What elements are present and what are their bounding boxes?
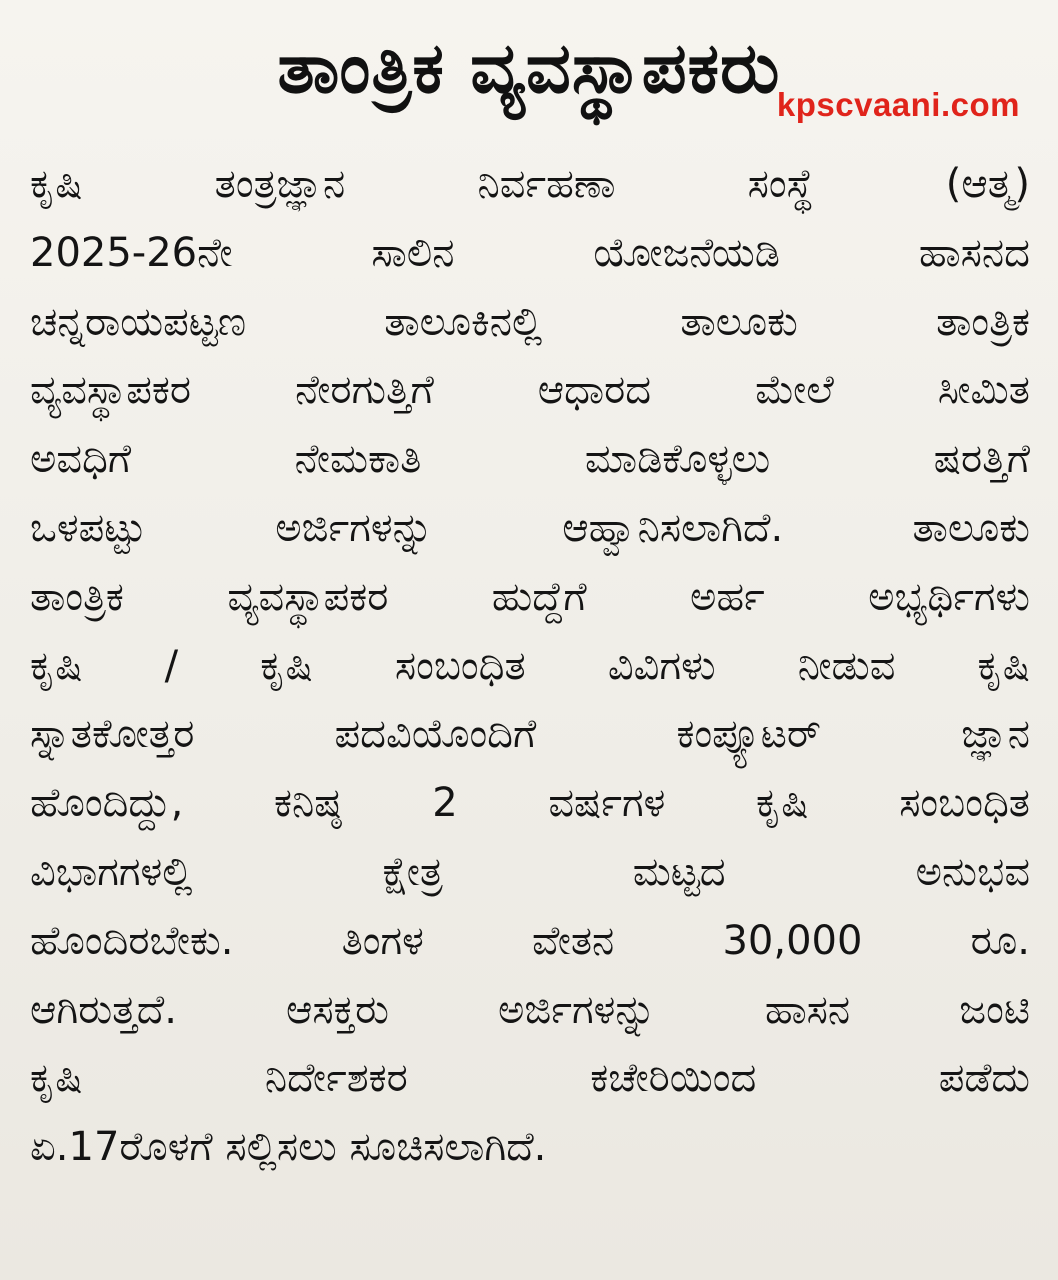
body-line: ಕೃಷಿ ತಂತ್ರಜ್ಞಾನ ನಿರ್ವಹಣಾ ಸಂಸ್ಥೆ (ಆತ್ಮ)	[30, 161, 1030, 207]
body-line: ಹೊಂದಿದ್ದು, ಕನಿಷ್ಠ 2 ವರ್ಷಗಳ ಕೃಷಿ ಸಂಬಂಧಿತ	[30, 780, 1030, 827]
body-line: 2025-26ನೇ ಸಾಲಿನ ಯೋಜನೆಯಡಿ ಹಾಸನದ	[30, 229, 1030, 276]
headline: ತಾಂತ್ರಿಕ ವ್ಯವಸ್ಥಾಪಕರು	[277, 27, 781, 109]
body-line: ವಿಭಾಗಗಳಲ್ಲಿ ಕ್ಷೇತ್ರ ಮಟ್ಟದ ಅನುಭವ	[30, 848, 1030, 895]
body-line: ಚನ್ನರಾಯಪಟ್ಟಣ ತಾಲೂಕಿನಲ್ಲಿ ತಾಲೂಕು ತಾಂತ್ರಿಕ	[30, 298, 1030, 345]
watermark: kpscvaani.com	[776, 86, 1020, 123]
body-line: ತಾಂತ್ರಿಕ ವ್ಯವಸ್ಥಾಪಕರ ಹುದ್ದೆಗೆ ಅರ್ಹ ಅಭ್ಯರ್ಥಿಗಳು	[30, 573, 1030, 620]
body-line: ಸ್ನಾತಕೋತ್ತರ ಪದವಿಯೊಂದಿಗೆ ಕಂಪ್ಯೂಟರ್ ಜ್ಞಾನ	[30, 711, 1030, 758]
body-line: ವ್ಯವಸ್ಥಾಪಕರ ನೇರಗುತ್ತಿಗೆ ಆಧಾರದ ಮೇಲೆ ಸೀಮಿತ	[30, 367, 1030, 414]
body-line: ಏ.17ರೊಳಗೆ ಸಲ್ಲಿಸಲು ಸೂಚಿಸಲಾಗಿದೆ.	[30, 1124, 547, 1171]
body-line: ಕೃಷಿ ನಿರ್ದೇಶಕರ ಕಚೇರಿಯಿಂದ ಪಡೆದು	[30, 1055, 1030, 1102]
body-line: ಅವಧಿಗೆ ನೇಮಕಾತಿ ಮಾಡಿಕೊಳ್ಳಲು ಷರತ್ತಿಗೆ	[30, 436, 1030, 483]
body-line: ಹೊಂದಿರಬೇಕು. ತಿಂಗಳ ವೇತನ 30,000 ರೂ.	[30, 917, 1030, 964]
body-line: ಆಗಿರುತ್ತದೆ. ಆಸಕ್ತರು ಅರ್ಜಿಗಳನ್ನು ಹಾಸನ ಜಂಟಿ	[30, 986, 1030, 1033]
body-line: ಕೃಷಿ / ಕೃಷಿ ಸಂಬಂಧಿತ ವಿವಿಗಳು ನೀಡುವ ಕೃಷಿ	[30, 642, 1030, 689]
article-body	[30, 150, 1030, 1182]
body-line: ಒಳಪಟ್ಟು ಅರ್ಜಿಗಳನ್ನು ಆಹ್ವಾನಿಸಲಾಗಿದೆ. ತಾಲೂಕು	[30, 504, 1030, 551]
